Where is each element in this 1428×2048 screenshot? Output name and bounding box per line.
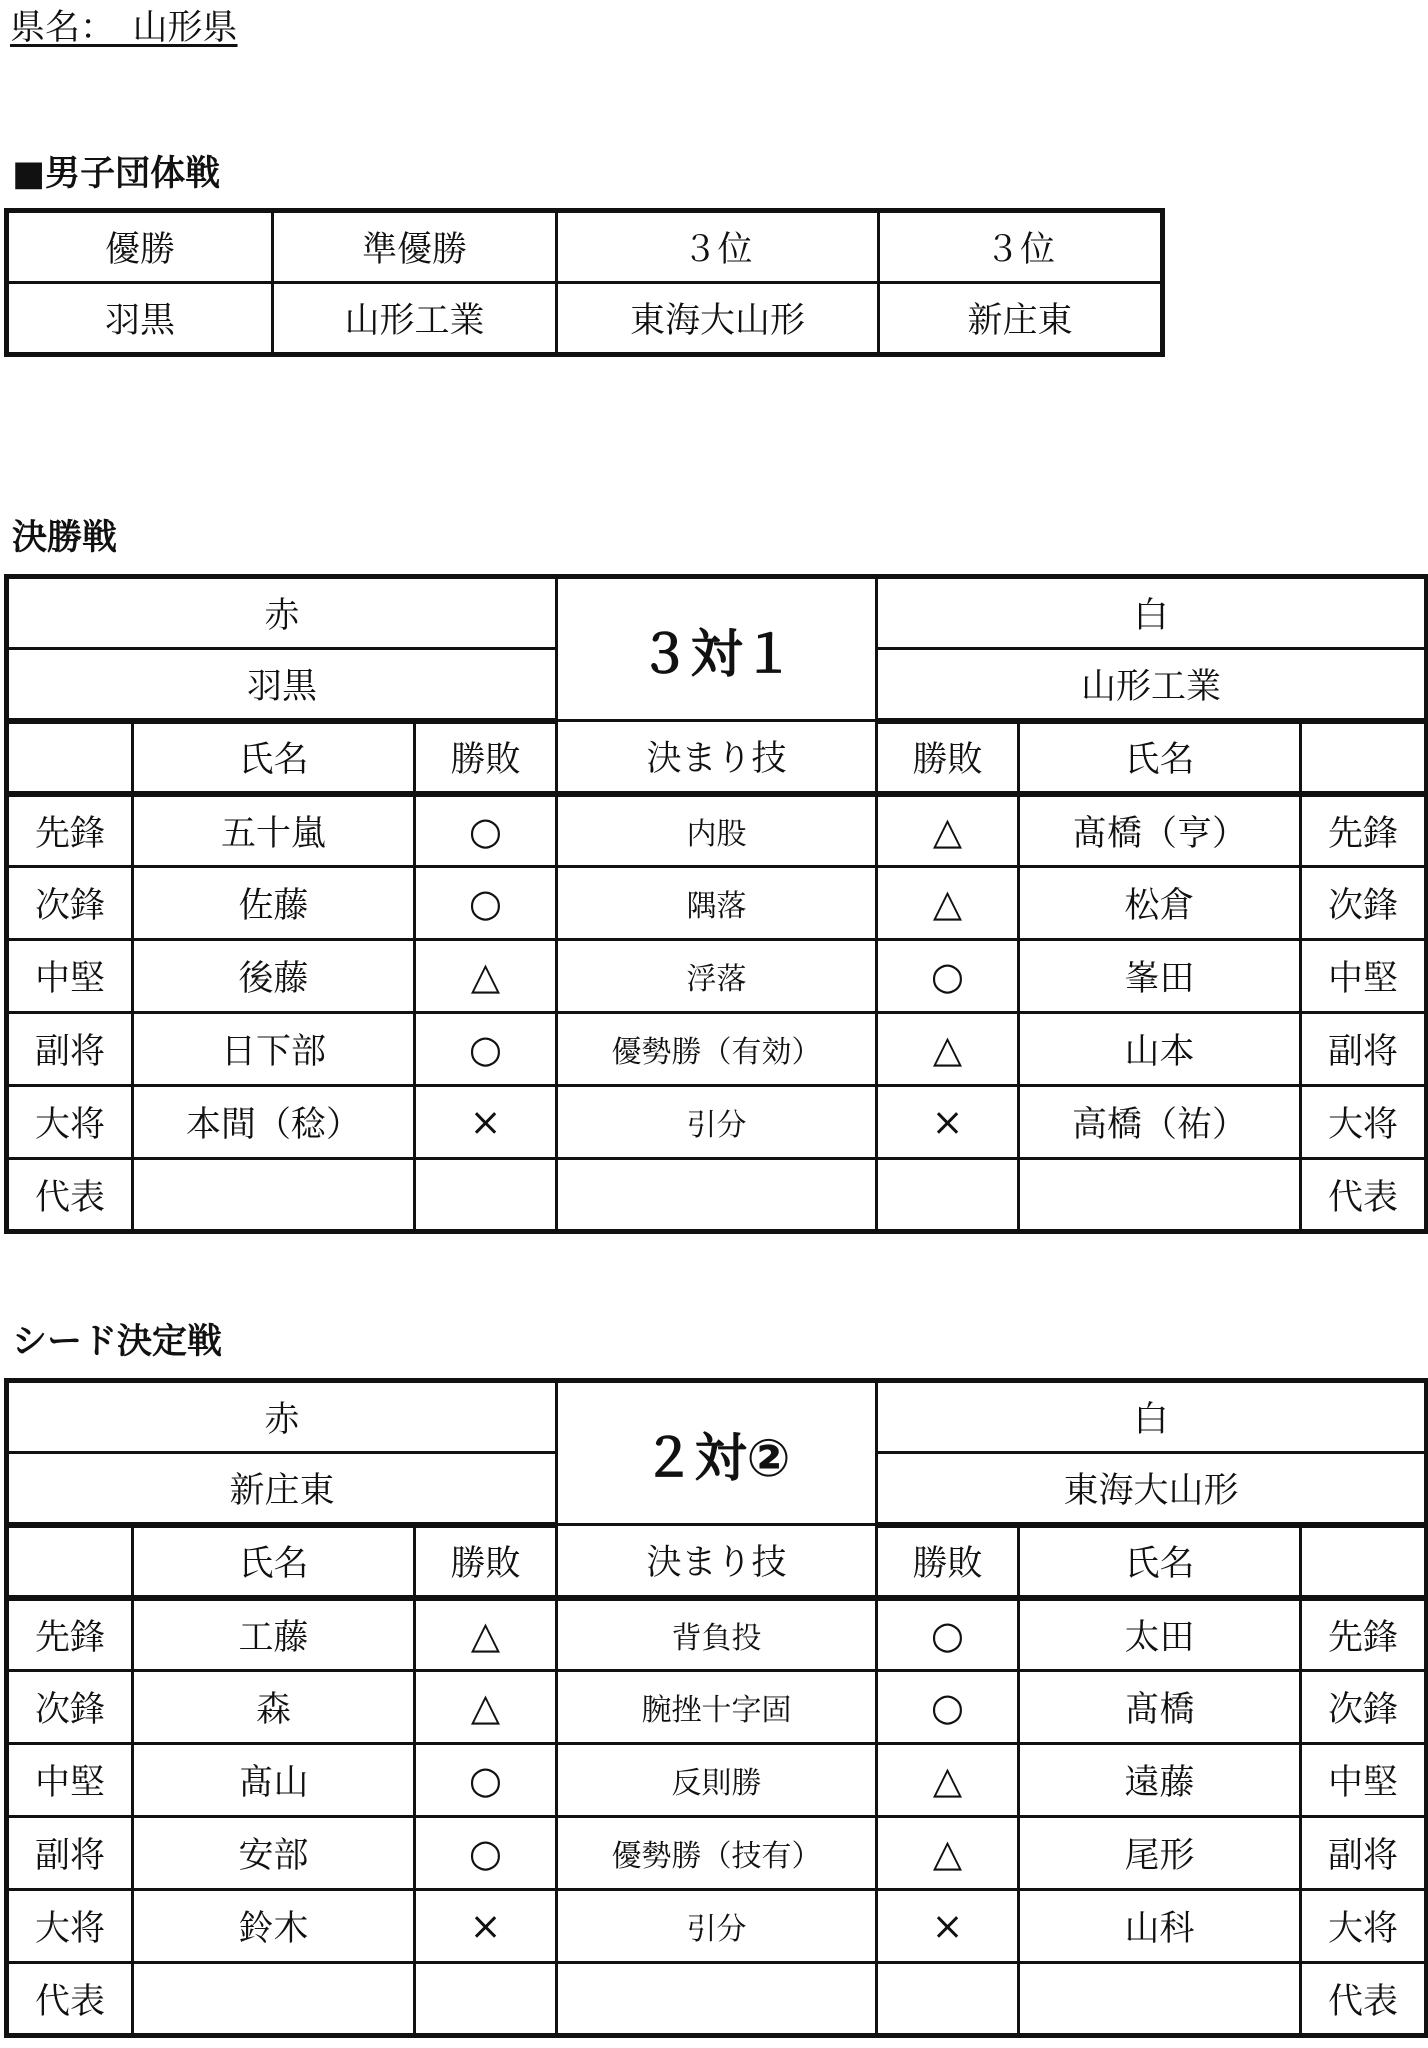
red-label: 赤 xyxy=(7,1381,557,1453)
red-result: × xyxy=(415,1086,557,1159)
school-winner: 羽黒 xyxy=(7,283,273,355)
technique: 浮落 xyxy=(557,940,877,1013)
school-runner-up: 山形工業 xyxy=(273,283,557,355)
technique: 内股 xyxy=(557,794,877,867)
white-label: 白 xyxy=(877,1381,1427,1453)
technique: 反則勝 xyxy=(557,1744,877,1817)
rank-third-2: ３位 xyxy=(879,211,1163,283)
red-result: ○ xyxy=(415,1817,557,1890)
white-result: △ xyxy=(877,1013,1019,1086)
bout-row xyxy=(7,1963,1427,2036)
bout-row xyxy=(7,1086,1427,1159)
bout-row xyxy=(7,1817,1427,1890)
position-right: 代表 xyxy=(1301,1963,1427,2036)
position-right: 副将 xyxy=(1301,1817,1427,1890)
header-name: 氏名 xyxy=(133,1525,415,1598)
white-player-name: 山本 xyxy=(1019,1013,1301,1086)
header-result: 勝敗 xyxy=(415,721,557,794)
team-section-title: ■男子団体戦 xyxy=(12,154,221,194)
header-blank xyxy=(7,1525,133,1598)
position-left: 副将 xyxy=(7,1817,133,1890)
final-title: 決勝戦 xyxy=(12,518,118,558)
bout-row xyxy=(7,940,1427,1013)
red-result: × xyxy=(415,1890,557,1963)
red-player-name: 五十嵐 xyxy=(133,794,415,867)
white-player-name xyxy=(1019,1159,1301,1232)
white-result: ○ xyxy=(877,1671,1019,1744)
seed-table xyxy=(4,1378,1428,2038)
header-result: 勝敗 xyxy=(877,1525,1019,1598)
position-left: 代表 xyxy=(7,1159,133,1232)
bout-row xyxy=(7,1159,1427,1232)
white-player-name: 遠藤 xyxy=(1019,1744,1301,1817)
position-right: 大将 xyxy=(1301,1086,1427,1159)
red-result: △ xyxy=(415,940,557,1013)
white-result xyxy=(877,1159,1019,1232)
white-team: 山形工業 xyxy=(877,649,1427,721)
position-right: 中堅 xyxy=(1301,1744,1427,1817)
technique: 引分 xyxy=(557,1890,877,1963)
red-result: ○ xyxy=(415,1013,557,1086)
red-label: 赤 xyxy=(7,577,557,649)
final-table xyxy=(4,574,1428,1234)
position-right: 次鋒 xyxy=(1301,867,1427,940)
white-result: × xyxy=(877,1086,1019,1159)
final-score: ３対１ xyxy=(557,577,877,721)
red-player-name: 安部 xyxy=(133,1817,415,1890)
header-blank xyxy=(1301,1525,1427,1598)
white-result: × xyxy=(877,1890,1019,1963)
position-right: 大将 xyxy=(1301,1890,1427,1963)
red-player-name: 森 xyxy=(133,1671,415,1744)
white-result xyxy=(877,1963,1019,2036)
position-left: 大将 xyxy=(7,1086,133,1159)
position-right: 中堅 xyxy=(1301,940,1427,1013)
red-player-name: 髙山 xyxy=(133,1744,415,1817)
position-right: 次鋒 xyxy=(1301,1671,1427,1744)
header-result: 勝敗 xyxy=(877,721,1019,794)
white-result: △ xyxy=(877,794,1019,867)
red-player-name: 日下部 xyxy=(133,1013,415,1086)
position-left: 次鋒 xyxy=(7,867,133,940)
bout-row xyxy=(7,1671,1427,1744)
red-result: ○ xyxy=(415,1744,557,1817)
bout-row xyxy=(7,867,1427,940)
white-player-name: 峯田 xyxy=(1019,940,1301,1013)
red-player-name: 鈴木 xyxy=(133,1890,415,1963)
red-result: △ xyxy=(415,1671,557,1744)
header-blank xyxy=(1301,721,1427,794)
white-result: ○ xyxy=(877,1598,1019,1671)
technique: 隅落 xyxy=(557,867,877,940)
white-result: △ xyxy=(877,1744,1019,1817)
position-left: 次鋒 xyxy=(7,1671,133,1744)
white-player-name: 高橋（祐） xyxy=(1019,1086,1301,1159)
position-left: 副将 xyxy=(7,1013,133,1086)
red-result: ○ xyxy=(415,867,557,940)
position-right: 代表 xyxy=(1301,1159,1427,1232)
white-result: △ xyxy=(877,1817,1019,1890)
bout-row xyxy=(7,1744,1427,1817)
red-team: 羽黒 xyxy=(7,649,557,721)
header-name: 氏名 xyxy=(1019,1525,1301,1598)
white-player-name: 太田 xyxy=(1019,1598,1301,1671)
bout-row xyxy=(7,794,1427,867)
bout-row xyxy=(7,1013,1427,1086)
white-player-name: 山科 xyxy=(1019,1890,1301,1963)
header-name: 氏名 xyxy=(133,721,415,794)
technique: 背負投 xyxy=(557,1598,877,1671)
technique: 引分 xyxy=(557,1086,877,1159)
position-right: 先鋒 xyxy=(1301,1598,1427,1671)
prefecture-label: 県名： 山形県 xyxy=(10,8,238,48)
bout-row xyxy=(7,1890,1427,1963)
red-player-name xyxy=(133,1963,415,2036)
header-result: 勝敗 xyxy=(415,1525,557,1598)
red-team: 新庄東 xyxy=(7,1453,557,1525)
technique: 優勢勝（有効） xyxy=(557,1013,877,1086)
position-left: 先鋒 xyxy=(7,794,133,867)
position-left: 中堅 xyxy=(7,1744,133,1817)
header-blank xyxy=(7,721,133,794)
position-left: 先鋒 xyxy=(7,1598,133,1671)
bout-row xyxy=(7,1598,1427,1671)
school-third-1: 東海大山形 xyxy=(557,283,879,355)
rank-runner-up: 準優勝 xyxy=(273,211,557,283)
red-player-name: 佐藤 xyxy=(133,867,415,940)
red-result: △ xyxy=(415,1598,557,1671)
red-result xyxy=(415,1963,557,2036)
white-player-name: 髙橋 xyxy=(1019,1671,1301,1744)
white-player-name: 松倉 xyxy=(1019,867,1301,940)
red-result: ○ xyxy=(415,794,557,867)
white-player-name: 尾形 xyxy=(1019,1817,1301,1890)
white-player-name xyxy=(1019,1963,1301,2036)
red-player-name: 後藤 xyxy=(133,940,415,1013)
red-player-name: 工藤 xyxy=(133,1598,415,1671)
team-results-table xyxy=(4,208,1165,357)
white-label: 白 xyxy=(877,577,1427,649)
position-right: 先鋒 xyxy=(1301,794,1427,867)
header-technique: 決まり技 xyxy=(557,1525,877,1598)
position-left: 大将 xyxy=(7,1890,133,1963)
technique xyxy=(557,1963,877,2036)
white-result: ○ xyxy=(877,940,1019,1013)
seed-score: ２対② xyxy=(557,1381,877,1525)
red-player-name: 本間（稔） xyxy=(133,1086,415,1159)
technique: 腕挫十字固 xyxy=(557,1671,877,1744)
red-player-name xyxy=(133,1159,415,1232)
rank-third-1: ３位 xyxy=(557,211,879,283)
technique xyxy=(557,1159,877,1232)
header-technique: 決まり技 xyxy=(557,721,877,794)
seed-title: シード決定戦 xyxy=(12,1322,223,1362)
red-result xyxy=(415,1159,557,1232)
header-name: 氏名 xyxy=(1019,721,1301,794)
position-left: 中堅 xyxy=(7,940,133,1013)
technique: 優勢勝（技有） xyxy=(557,1817,877,1890)
position-right: 副将 xyxy=(1301,1013,1427,1086)
school-third-2: 新庄東 xyxy=(879,283,1163,355)
position-left: 代表 xyxy=(7,1963,133,2036)
rank-winner: 優勝 xyxy=(7,211,273,283)
white-player-name: 髙橋（亨） xyxy=(1019,794,1301,867)
white-team: 東海大山形 xyxy=(877,1453,1427,1525)
white-result: △ xyxy=(877,867,1019,940)
